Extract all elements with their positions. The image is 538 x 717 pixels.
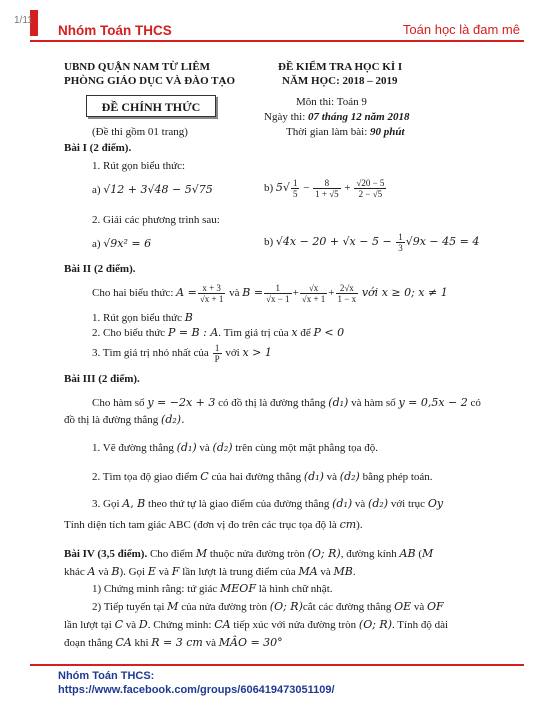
- section-3-title: Bài III (2 điểm).: [64, 373, 140, 385]
- exam-time: [286, 126, 405, 139]
- school-year: NĂM HỌC: 2018 – 2019: [282, 75, 398, 87]
- section-4-q2-line3: đoạn thẳng CA khi R = 3 cm và MÂO = 30°: [64, 636, 283, 649]
- motto: Toán học là đam mê: [402, 22, 520, 37]
- section-1-q1a: [92, 183, 213, 197]
- section-3-q2: 2. Tìm tọa độ giao điểm C của hai đường thẳng (d₁) và (d₂) bằng phép toán.: [92, 470, 433, 483]
- q1a-expr: √12 + 3√48 − 5√75: [103, 183, 213, 196]
- section-4-line1: Bài IV (3,5 điểm). Cho điểm M thuộc nửa đường tròn (O; R), đường kính AB (M: [64, 547, 434, 560]
- official-badge: [86, 95, 216, 117]
- q1a-label: a): [92, 184, 101, 196]
- section-4-q2: 2) Tiếp tuyến tại M của nửa đường tròn (O; R)cắt các đường thẳng OE và OF: [92, 600, 444, 613]
- brand-name: Nhóm Toán THCS: [58, 23, 172, 38]
- section-2-q3: 3. Tìm giá trị nhỏ nhất của $\frac{1}{P}$ với x > 1: [92, 343, 272, 364]
- page-number: 1/11: [14, 15, 33, 26]
- date-value: 07 tháng 12 năm 2018: [308, 111, 410, 123]
- section-2-intro: Cho hai biểu thức: A = $\frac{x + 3}{√x + 1}$ và B = $\frac{1}{√x - 1}$ + $\frac{√x}{√x + 1}$ + $\frac{2√x}{1 - x}$ với x ≥ 0; x ≠ 1: [92, 283, 448, 304]
- section-1-q1: 1. Rút gọn biểu thức:: [92, 160, 186, 172]
- section-1-q2a: [92, 237, 151, 251]
- q1b-frac-3: $\frac{√20 - 5}{2 - √5}$: [356, 178, 385, 199]
- exam-date: [264, 111, 409, 124]
- section-4-line2: khác A và B). Gọi E và F lần lượt là trung điểm của MA và MB.: [64, 565, 356, 578]
- q1b-frac-2: $\frac{8}{1 + √5}$: [315, 178, 339, 199]
- footer-group-link[interactable]: https://www.facebook.com/groups/606419473051109/: [58, 684, 335, 696]
- section-1-q2: 2. Giải các phương trình sau:: [92, 214, 220, 226]
- section-1-title: Bài I (2 điểm).: [64, 142, 132, 154]
- section-3-q3-line2: Tính diện tích tam giác ABC (đơn vị đo trên các trục tọa độ là cm).: [64, 518, 363, 531]
- section-3-q3: 3. Gọi A, B theo thứ tự là giao điểm của đường thẳng (d₁) và (d₂) với trục Oy: [92, 497, 444, 510]
- department-name: PHÒNG GIÁO DỤC VÀ ĐÀO TẠO: [64, 75, 236, 87]
- section-2-q1: 1. Rút gọn biểu thức B: [92, 311, 193, 324]
- time-prefix: Thời gian làm bài:: [286, 126, 371, 138]
- header-rule: [30, 40, 524, 42]
- q2b-expr-end: √9x − 45 = 4: [405, 235, 480, 249]
- date-prefix: Ngày thi:: [264, 111, 308, 123]
- section-2-title: Bài II (2 điểm).: [64, 263, 136, 275]
- exam-title: ĐỀ KIỂM TRA HỌC KÌ I: [278, 61, 403, 73]
- q1b-frac-1: $\frac{1}{5}$: [292, 178, 298, 199]
- section-3-intro-2: đồ thị là đường thẳng (d₂).: [64, 413, 185, 426]
- district-name: UBND QUẬN NAM TỪ LIÊM: [64, 61, 211, 73]
- page-header: [0, 0, 538, 40]
- q2b-label: b): [264, 236, 274, 249]
- q1b-label: b): [264, 182, 274, 195]
- section-3-intro: Cho hàm số y = −2x + 3 có đồ thị là đường thẳng (d₁) và hàm số y = 0,5x − 2 có: [92, 396, 481, 409]
- q2b-frac: $\frac{1}{3}$: [398, 232, 403, 253]
- q2a-label: a): [92, 238, 101, 250]
- q1b-start: 5: [275, 181, 283, 195]
- q2b-expr: √4x − 20 + √x − 5 −: [275, 235, 396, 249]
- subject: Môn thi: Toán 9: [296, 96, 367, 108]
- footer-rule: [30, 664, 524, 666]
- footer-group-name: Nhóm Toán THCS:: [58, 670, 155, 682]
- section-4-title: Bài IV (3,5 điểm).: [64, 548, 148, 560]
- section-4-q2-line2: lần lượt tại C và D. Chứng minh: CA tiếp xúc với nửa đường tròn (O; R). Tính độ dài: [64, 618, 449, 631]
- q2a-expr: √9x² = 6: [103, 237, 152, 250]
- time-value: 90 phút: [370, 126, 405, 138]
- section-4-q1: 1) Chứng minh rằng: tứ giác MEOF là hình chữ nhật.: [92, 582, 333, 595]
- section-1-q1b: b) 5√ $\frac{1}{5}$ − $\frac{8}{1 + √5}$ + $\frac{√20 - 5}{2 - √5}$: [264, 178, 385, 199]
- section-2-q2: 2. Cho biểu thức P = B : A. Tìm giá trị của x để P < 0: [92, 326, 345, 339]
- pages-note: (Đề thi gồm 01 trang): [92, 126, 188, 138]
- section-3-q1: 1. Vẽ đường thẳng (d₁) và (d₂) trên cùng một mặt phẳng tọa độ.: [92, 441, 379, 454]
- official-label: ĐỀ CHÍNH THỨC: [101, 100, 201, 114]
- section-1-q2b: [264, 232, 479, 253]
